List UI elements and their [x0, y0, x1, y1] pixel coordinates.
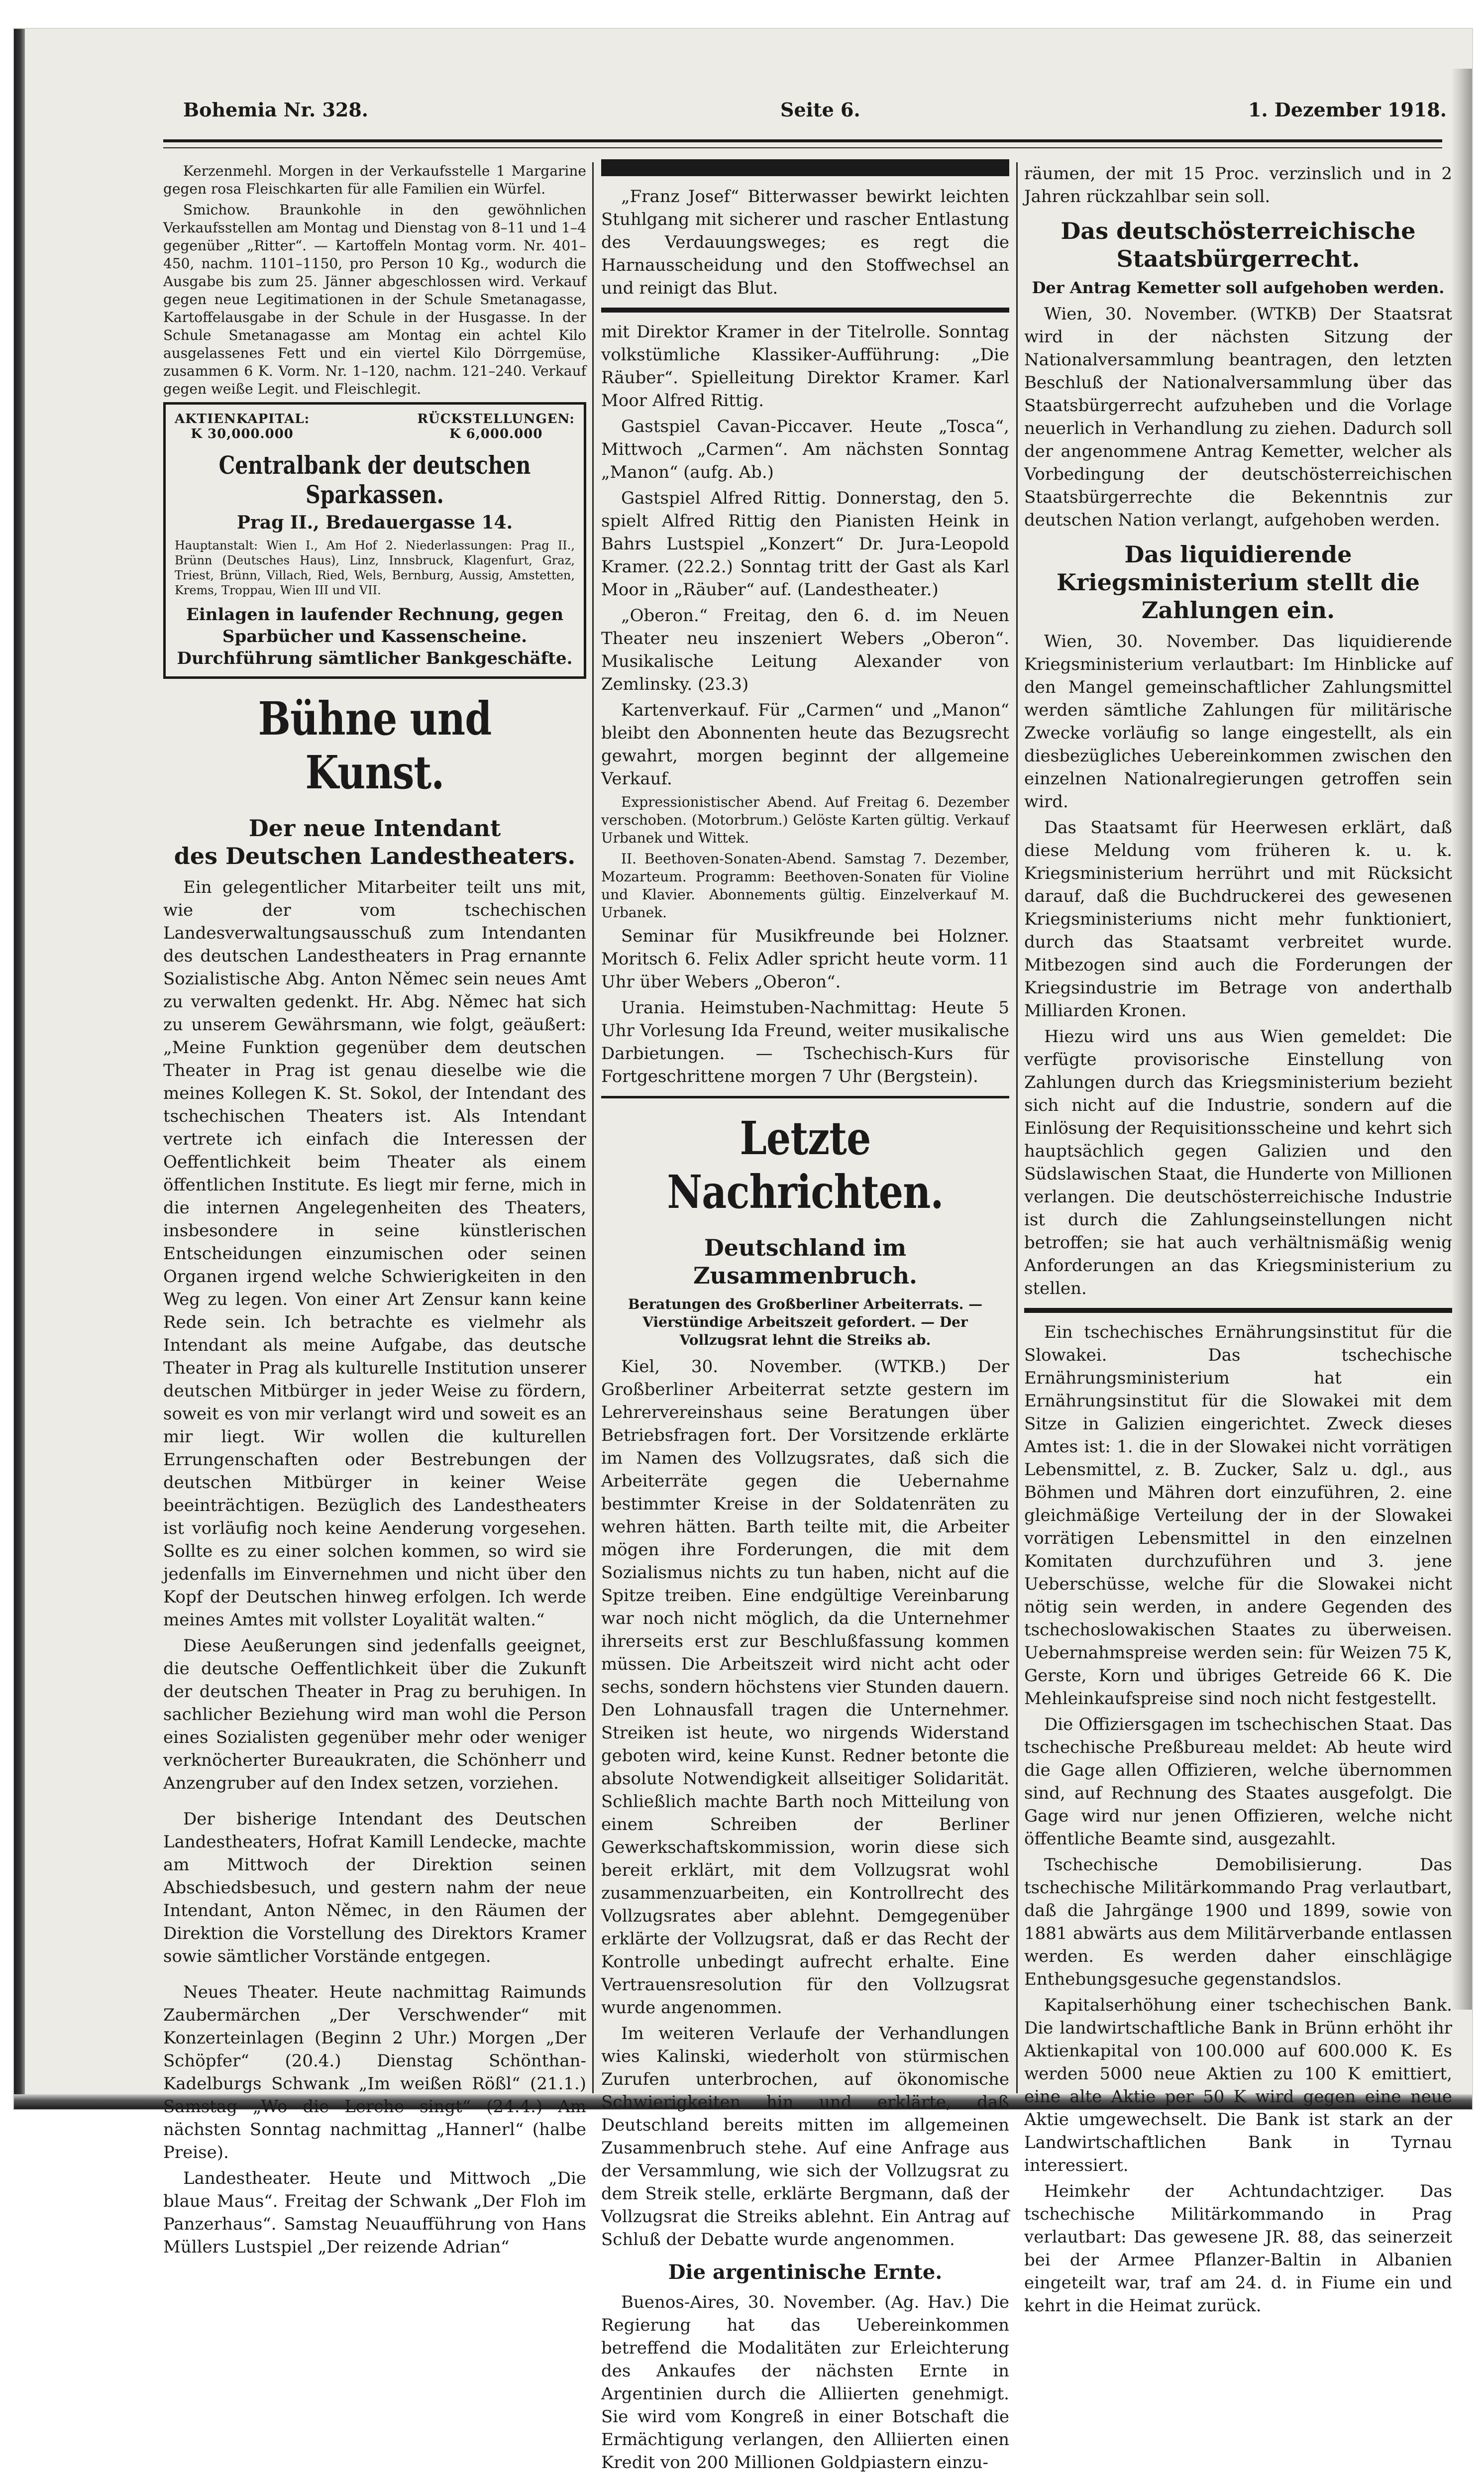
article-para: Das Staatsamt für Heerwesen erklärt, daß diese Meldung vom früheren k. u. k. Kriegsministerium herrührt und mit Rücksicht darauf, daß die Buchdruckerei des gewesenen Kriegsministeriums nicht mehr funktioniert, durch das Staatsamt verbreitet wurde. Mitbezogen sind auch die Forderungen der Kriegsindustrie im Betrage von anderthalb Milliarden Kronen. [1024, 818, 1452, 1021]
header-rule-thin [163, 147, 1442, 148]
section-title-buehne: Bühne und Kunst. [258, 692, 492, 799]
ad-capital-row [175, 412, 575, 441]
ad-bank-name: Centralbank der deutschen Sparkassen. [218, 450, 531, 509]
article-para: Wien, 30. November. Das liquidierende Kriegsministerium verlautbart: Im Hinblicke auf den Mangel gemeinschaftlicher Zahlungsmittel werden sämtliche Zahlungen für militärische Zwecke vorläufig so lange eingestellt, als ein diesbezügliches Uebereinkommen zwischen den einzelnen Nationalregierungen getroffen sein wird. [1024, 632, 1452, 812]
news-item: Ein tschechisches Ernährungsinstitut für die Slowakei. Das tschechische Ernährungsministerium hat ein Ernährungsinstitut für die Slowakei mit dem Sitze in Galizien eingerichtet. Zweck dieses Amtes ist: 1. die in der Slowakei nicht vorrätigen Lebensmittel, z. B. Zucker, Salz u. dgl., aus Böhmen und Mähren dort einzuführen, 2. eine gleichmäßige Verteilung der in der Slowakei vorrätigen Lebensmittel in den einzelnen Komitaten durchzuführen und 3. jene Ueberschüsse, welche für die Slowakei nicht nötig sein werden, in andere Gegenden des tschechoslowakischen Staates zu überweisen. Uebernahmspreise werden sein: für Weizen 75 K, Gerste, Korn und übriges Getreide 66 K. Die Mehleinkaufspreise sind noch nicht festgestellt. [1024, 1322, 1452, 1709]
continued-text: räumen, der mit 15 Proc. verzinslich und in 2 Jahren rückzahlbar sein soll. [1024, 164, 1452, 207]
article-para: Wien, 30. November. (WTKB) Der Staatsrat wird in der nächsten Sitzung der Nationalversammlung beantragen, den letzten Beschluß der Nationalversammlung über das Staatsbürgerrecht aufzuheben und die Vorlage neuerlich in Verhandlung zu ziehen. Dadurch soll der angenommene Antrag Kemetter, welcher als Vorbedingung der deutschösterreichischen Staatsbürgerrechte die Bekenntnis zur deutschen Nation verlangt, aufgehoben werden. [1024, 304, 1452, 530]
theatre-note: Gastspiel Alfred Rittig. Donnerstag, den 5. spielt Alfred Rittig den Pianisten Heink in Bahrs Lustspiel „Konzert“ Dr. Jura-Leopold Kramer. (22.2.) Sonntag tritt der Gast als Karl Moor in „Räuber“ auf. (Landestheater.) [601, 488, 1009, 600]
section-rule [1024, 1308, 1452, 1313]
small-note: Expressionistischer Abend. Auf Freitag 6. Dezember verschoben. (Motorbrum.) Gelöste Karten gültig. Verkauf Urbanek und Wittek. [601, 794, 1009, 846]
article-head-staatsbuergerrecht: Das deutschösterreichische Staatsbürgerrecht. [1060, 217, 1416, 272]
page-header [163, 99, 1447, 138]
article-head-line-1: Der neue Intendant [248, 815, 501, 842]
ad-branches: Hauptanstalt: Wien I., Am Hof 2. Niederlassungen: Prag II., Brünn (Deutsches Haus), Linz, Innsbruck, Klagenfurt, Graz, Triest, Brünn, Villach, Ried, Wels, Bernburg, Aussig, Amstetten, Krems, Troppau, Wien III und VII. [175, 538, 575, 597]
article-para: Ein gelegentlicher Mitarbeiter teilt uns mit, wie der vom tschechischen Landesverwaltungsausschuß zum Intendanten des deutschen Landestheaters in Prag ernannte Sozialistische Abg. Anton Němec sein neues Amt zu verwalten gedenkt. Hr. Abg. Němec hat sich zu unserem Gewährsmann, wie folgt, geäußert: „Meine Funktion gegenüber dem deutschen Theater in Prag ist genau dieselbe wie die meines Kollegen K. St. Sokol, der Intendant des tschechischen Theaters ist. Als Intendant vertrete ich einfach die Interessen der Oeffentlichkeit beim Theater als einem öffentlichen Institute. Es liegt mir ferne, mich in die internen Angelegenheiten des Theaters, insbesondere in seine künstlerischen Entscheidungen einzumischen oder seinen Organen irgend welche Schwierigkeiten in den Weg zu legen. Von einer Art Zensur kann keine Rede sein. Ich betrachte es vielmehr als Intendant als meine Aufgabe, das deutsche Theater in Prag als kulturelle Institution unserer deutschen Mitbürger in jeder Weise zu fördern, soweit es von mir verlangt wird und soweit es an mir liegt. Wir wollen die kulturellen Errungenschaften oder Bestrebungen der deutschen Mitbürger in keiner Weise beeinträchtigen. Bezüglich des Landestheaters ist vorläufig noch keine Aenderung vorgesehen. Sollte es zu einer solchen kommen, so wird sie jedenfalls im Einvernehmen und nicht über den Kopf der Deutschen hinweg erfolgen. Ich werde meines Amtes mit vollster Loyalität walten.“ [163, 877, 586, 1630]
notice-1: Kerzenmehl. Morgen in der Verkaufsstelle 1 Margarine gegen rosa Fleischkarten für alle Familien ein Würfel. [163, 163, 586, 197]
column-2 [601, 162, 1009, 2473]
theatre-note: Landestheater. Heute und Mittwoch „Die blaue Maus“. Freitag der Schwank „Der Floh im Panzerhaus“. Samstag Neuaufführung von Hans Müllers Lustspiel „Der reizende Adrian“ [163, 2168, 586, 2257]
theatre-note: Kartenverkauf. Für „Carmen“ und „Manon“ bleibt den Abonnenten heute das Bezugsrecht gewahrt, morgen beginnt der allgemeine Verkauf. [601, 700, 1009, 789]
section-title-nachrichten: Letzte Nachrichten. [667, 1111, 944, 1219]
header-rule [163, 139, 1442, 142]
ad-capital-value: K 30,000.000 [191, 427, 294, 441]
news-item: Tschechische Demobilisierung. Das tschechische Militärkommando Prag verlautbart, daß die Jahrgänge 1900 und 1899, sowie von 1881 abwärts aus dem Militärverbande entlassen werden. Es werden daher einschlägige Enthebungsgesuche gegenstandslos. [1024, 1855, 1452, 1989]
article-para: Hiezu wird uns aus Wien gemeldet: Die verfügte provisorische Einstellung von Zahlungen durch das Kriegsministerium bezieht sich nicht auf die Industrie, sondern auf die Einlösung der Requisitionsscheine und kehrt sich hauptsächlich gegen Galizien und den Südslawischen Staat, die Hunderte von Millionen verlangen. Die deutschösterreichische Industrie ist durch die Zahlungseinstellungen nicht betroffen; sie hat auch verhältnismäßig wenig Anforderungen an das Kriegsministerium zu stellen. [1024, 1027, 1452, 1298]
theatre-note: Gastspiel Cavan-Piccaver. Heute „Tosca“, Mittwoch „Carmen“. Am nächsten Sonntag „Manon“ (aufg. Ab.) [601, 417, 1009, 482]
ad-address: Prag II., Bredauergasse 14. [236, 512, 513, 533]
scan-edge-right [1452, 69, 1472, 2010]
box-rule-bottom [601, 308, 1009, 313]
notice-2: Smichow. Braunkohle in den gewöhnlichen Verkaufsstellen am Montag und Dienstag von 8–11 und 1–4 gegenüber „Ritter“. — Kartoffeln Montag vorm. Nr. 401–450, nachm. 1101–1150, pro Person 10 Kg., wodurch die Ausgabe bis zum 25. Jänner abgeschlossen wird. Verkauf gegen neue Legitimationen in der Schule Smetanagasse, Kartoffelausgabe in der Schule in der Husgasse. In der Schule Smetanagasse am Montag ein achtel Kilo ausgelassenes Fett und ein viertel Kilo Dörrgemüse, zusammen 6 K. Vorm. Nr. 1–120, nachm. 121–240. Verkauf gegen weiße Legit. und Fleischlegit. [163, 202, 586, 397]
ad-capital-label: AKTIENKAPITAL: [175, 412, 310, 427]
theatre-note: mit Direktor Kramer in der Titelrolle. Sonntag volkstümliche Klassiker-Aufführung: „Die Räuber“. Spielleitung Direktor Kramer. Karl Moor Alfred Rittig. [601, 322, 1009, 411]
scan-edge-left [14, 29, 25, 2109]
header-left: Bohemia Nr. 328. [183, 99, 369, 121]
section-rule [601, 1096, 1009, 1098]
theatre-note: Neues Theater. Heute nachmittag Raimunds Zaubermärchen „Der Verschwender“ mit Konzerteinlagen (Beginn 2 Uhr.) Morgen „Der Schöpfer“ (20.4.) Dienstag Schönthan-Kadelburgs Schwank „Im weißen Rößl“ (21.1.) Samstag „Wo die Lerche singt“ (24.4.) Am nächsten Sonntag nachmittag „Hannerl“ (halbe Preise). [163, 1982, 586, 2162]
ad-reserves-label: RÜCKSTELLUNGEN: [417, 412, 575, 427]
box-rule-top [601, 159, 1009, 176]
article-head-deutschland: Deutschland im Zusammenbruch. [693, 1234, 918, 1289]
article-para: Kiel, 30. November. (WTKB.) Der Großberliner Arbeiterrat setzte gestern im Lehrervereinshaus seine Beratungen über Betriebsfragen fort. Der Vorsitzende erklärte im Namen des Vollzugsrates, daß sich die Arbeiterräte gegen die Uebernahme bestimmter Kreise in der Soldatenräten zu wehren hätten. Barth teilte mit, die Arbeiter mögen ihre Forderungen, die mit dem Sozialismus nichts zu tun haben, nicht auf die Spitze treiben. Eine endgültige Vereinbarung war noch nicht möglich, da die Unternehmer ihrerseits erst zur Beschlußfassung kommen müssen. Die Arbeitszeit wird nicht acht oder sechs, sondern höchstens vier Stunden dauern. Den Lohnausfall tragen die Unternehmer. Streiken ist heute, wo nirgends Widerstand geboten wird, keine Kunst. Redner betonte die absolute Notwendigkeit allseitiger Solidarität. Schließlich machte Barth noch Mitteilung von einem Schreiben der Berliner Gewerkschaftskommission, worin diese sich bereit erklärt, mit dem Vollzugsrat wohl zusammenzuarbeiten, ein Kontrollrecht des Vollzugsrates aber ablehnt. Demgegenüber erklärte der Vollzugsrat, daß er das Recht der Kontrolle unbedingt aufrecht erhalte. Eine Vertrauensresolution für den Vollzugsrat wurde angenommen. [601, 1357, 1009, 2018]
event-note: Seminar für Musikfreunde bei Holzner. Moritsch 6. Felix Adler spricht heute vorm. 11 Uhr über Webers „Oberon“. [601, 926, 1009, 992]
small-note: II. Beethoven-Sonaten-Abend. Samstag 7. Dezember, Mozarteum. Programm: Beethoven-Sonaten für Violine und Klavier. Abonnements gültig. Einzelverkauf M. Urbanek. [601, 851, 1009, 921]
column-3 [1024, 162, 1452, 2316]
news-item: Kapitalserhöhung einer tschechischen Bank. Die landwirtschaftliche Bank in Brünn erhöht ihr Aktienkapital von 100.000 auf 600.000 K. Es werden 5000 neue Aktien zu 100 K emittiert, eine alte Aktie per 50 K wird gegen eine neue Aktie umgewechselt. Die Bank ist stark an der Landwirtschaftlichen Bank in Tyrnau interessiert. [1024, 1995, 1452, 2175]
article-head-intendant [163, 814, 586, 870]
column-divider-2 [1016, 162, 1018, 2093]
header-center: Seite 6. [780, 99, 860, 121]
article-para: Diese Aeußerungen sind jedenfalls geeignet, die deutsche Oeffentlichkeit über die Zukunft der deutschen Theater in Prag zu beruhigen. In sachlicher Beziehung wird man wohl die Person eines Sozialisten gegenüber mehr oder weniger verknöcherter Bureaukraten, die Schönherr und Anzengruber auf den Index setzen, vorziehen. [163, 1636, 586, 1793]
article-head-kriegsministerium: Das liquidierende Kriegsministerium stellt die Zahlungen ein. [1057, 541, 1420, 624]
column-divider-1 [592, 162, 594, 2093]
ad-line-1: Einlagen in laufender Rechnung, gegen [186, 605, 564, 625]
article-para: Der bisherige Intendant des Deutschen Landestheaters, Hofrat Kamill Lendecke, machte am Mittwoch der Direktion seinen Abschiedsbesuch, und gestern nahm der neue Intendant, Anton Němec, in den Räumen der Direktion die Vorstellung des Direktors Kramer sowie sämtlicher Vorstände entgegen. [163, 1809, 586, 1966]
column-1 [163, 162, 586, 2257]
article-para: Buenos-Aires, 30. November. (Ag. Hav.) Die Regierung hat das Uebereinkommen betreffend die Modalitäten zur Erleichterung des Ankaufes der nächsten Ernte in Argentinien durch die Alliierten genehmigt. Sie wird vom Kongreß in einer Botschaft die Ermächtigung verlangen, den Alliierten einen Kredit von 200 Millionen Goldpiastern einzu- [601, 2292, 1009, 2473]
newspaper-page [14, 29, 1472, 2473]
article-head-line-2: des Deutschen Landestheaters. [174, 843, 576, 869]
theatre-note: „Oberon.“ Freitag, den 6. d. im Neuen Theater neu inszeniert Webers „Oberon“. Musikalische Leitung Alexander von Zemlinsky. (23.3) [601, 606, 1009, 694]
ad-line-3: Durchführung sämtlicher Bankgeschäfte. [177, 648, 573, 668]
bank-advertisement [163, 402, 586, 679]
article-subhead: Der Antrag Kemetter soll aufgehoben werden. [1032, 278, 1445, 297]
news-item: Die Offiziersgagen im tschechischen Staat. Das tschechische Preßbureau meldet: Ab heute wird die Gage allen Offizieren, welche übernommen sind, auf Rechnung des Staates ausgefolgt. Die Gage wird nur jenen Offizieren, welche nicht öffentliche Beamte sind, ausgezahlt. [1024, 1715, 1452, 1849]
news-item: Heimkehr der Achtundachtziger. Das tschechische Militärkommando in Prag verlautbart: Das gewesene JR. 88, das seinerzeit bei der Armee Pflanzer-Baltin in Albanien eingeteilt war, traf am 24. d. in Fiume ein und kehrt in die Heimat zurück. [1024, 2181, 1452, 2316]
event-note: Urania. Heimstuben-Nachmittag: Heute 5 Uhr Vorlesung Ida Freund, weiter musikalische Darbietungen. — Tschechisch-Kurs für Fortgeschrittene morgen 7 Uhr (Bergstein). [601, 998, 1009, 1086]
article-head-ernte: Die argentinische Ernte. [668, 2260, 943, 2284]
ad-reserves-value: K 6,000.000 [449, 427, 543, 441]
bitterwasser-ad: „Franz Josef“ Bitterwasser bewirkt leichten Stuhlgang mit sicherer und rascher Entlastung des Verdauungsweges; es regt die Harnausscheidung und den Stoffwechsel an und reinigt das Blut. [601, 187, 1009, 298]
article-para: Im weiteren Verlaufe der Verhandlungen wies Kalinski, wiederholt von stürmischen Zurufen unterbrochen, auf ökonomische Schwierigkeiten hin und erklärte, daß Deutschland bereits mitten im allgemeinen Zusammenbruch stehe. Auf eine Anfrage aus der Versammlung, wie sich der Vollzugsrat zu dem Streik stelle, erklärte Bergmann, daß der Vollzugsrat die Streiks ablehnt. Ein Antrag auf Schluß der Debatte wurde angenommen. [601, 2024, 1009, 2250]
ad-line-2: Sparbücher und Kassenscheine. [222, 627, 528, 646]
header-right: 1. Dezember 1918. [1248, 99, 1447, 121]
article-subhead: Beratungen des Großberliner Arbeiterrats. — Vierstündige Arbeitszeit gefordert. — Der Vollzugsrat lehnt die Streiks ab. [628, 1296, 983, 1348]
